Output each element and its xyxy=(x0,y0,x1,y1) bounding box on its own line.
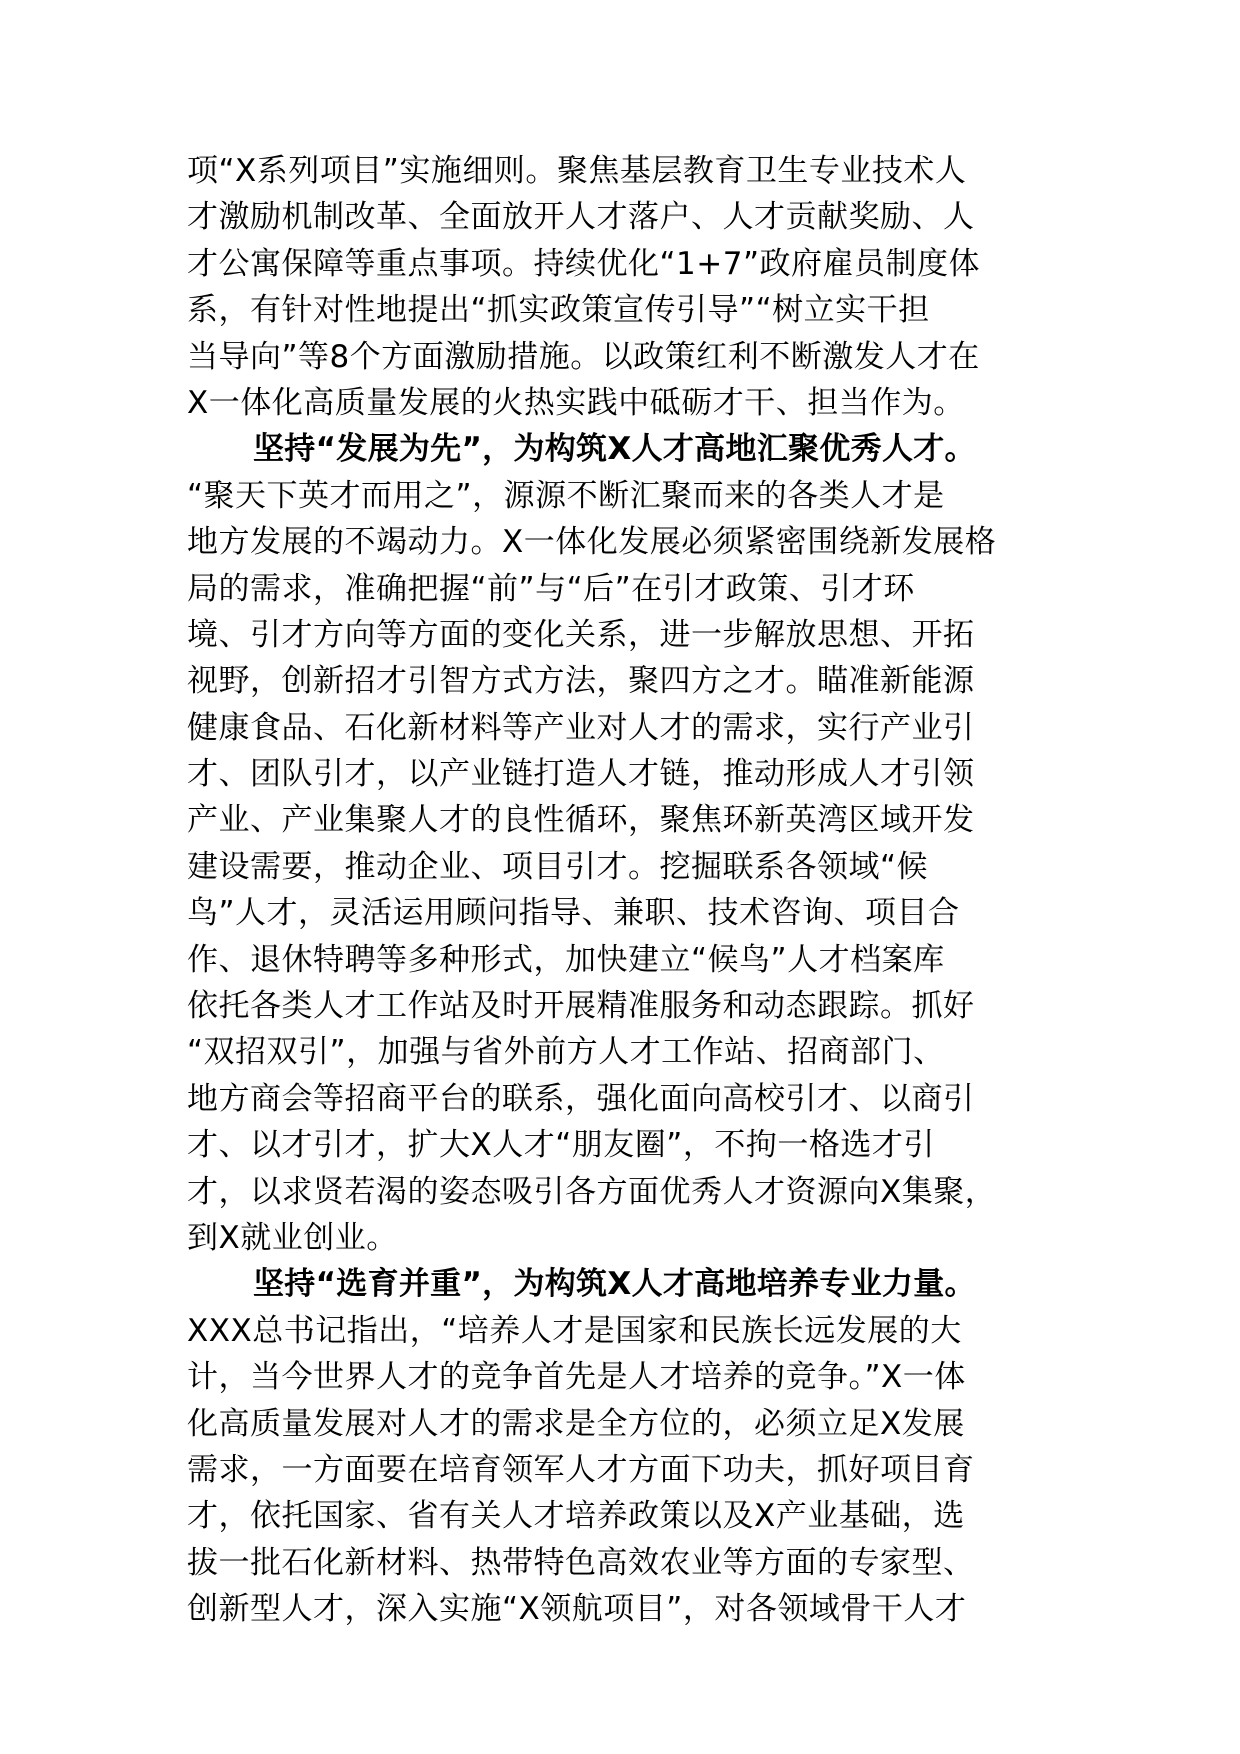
paragraph-line: 鸟”人才，灵活运用顾问指导、兼职、技术咨询、项目合 xyxy=(187,895,960,932)
paragraph-line: 建设需要，推动企业、项目引才。挖掘联系各领域“候 xyxy=(187,848,929,885)
paragraph-line: 依托各类人才工作站及时开展精准服务和动态跟踪。抓好 xyxy=(187,988,975,1025)
paragraph-line: 局的需求，准确把握“前”与“后”在引才政策、引才环 xyxy=(187,570,915,607)
document-body xyxy=(187,148,1067,1633)
paragraph-line: XXX总书记指出，“培养人才是国家和民族长远发展的大 xyxy=(187,1312,962,1349)
paragraph-line: 视野，创新招才引智方式方法，聚四方之才。瞄准新能源 xyxy=(187,663,975,700)
paragraph-line: 化高质量发展对人才的需求是全方位的，必须立足X发展 xyxy=(187,1405,965,1442)
paragraph-line: 境、引才方向等方面的变化关系，进一步解放思想、开拓 xyxy=(187,616,975,653)
section-heading: 坚持“发展为先”，为构筑X人才高地汇聚优秀人才。 xyxy=(253,431,976,468)
paragraph-line: 创新型人才，深入实施“X领航项目”，对各领域骨干人才 xyxy=(187,1591,967,1628)
paragraph-line: “双招双引”，加强与省外前方人才工作站、招商部门、 xyxy=(187,1034,945,1071)
paragraph-line: 才，以求贤若渴的姿态吸引各方面优秀人才资源向X集聚， xyxy=(187,1173,997,1210)
paragraph-line: 才、团队引才，以产业链打造人才链，推动形成人才引领 xyxy=(187,756,975,793)
section-heading: 坚持“选育并重”，为构筑X人才高地培养专业力量。 xyxy=(253,1266,976,1303)
paragraph-line: 才、以才引才，扩大X人才“朋友圈”，不拘一格选才引 xyxy=(187,1127,935,1164)
paragraph-line: 系，有针对性地提出“抓实政策宣传引导”“树立实干担 xyxy=(187,292,930,329)
paragraph-line: 产业、产业集聚人才的良性循环，聚焦环新英湾区域开发 xyxy=(187,802,975,839)
paragraph-line: 项“X系列项目”实施细则。聚焦基层教育卫生专业技术人 xyxy=(187,153,967,189)
paragraph-line: 才公寓保障等重点事项。持续优化“1+7”政府雇员制度体 xyxy=(187,245,981,282)
paragraph-line: X一体化高质量发展的火热实践中砥砺才干、担当作为。 xyxy=(187,384,965,421)
paragraph-line: 到X就业创业。 xyxy=(187,1219,398,1256)
paragraph-line: 地方发展的不竭动力。X一体化发展必须紧密围绕新发展格 xyxy=(187,524,997,561)
paragraph-line: 健康食品、石化新材料等产业对人才的需求，实行产业引 xyxy=(187,709,975,746)
paragraph-line: 当导向”等8个方面激励措施。以政策红利不断激发人才在 xyxy=(187,338,980,375)
paragraph-line: 才，依托国家、省有关人才培养政策以及X产业基础，选 xyxy=(187,1498,965,1535)
paragraph-line: “聚天下英才而用之”，源源不断汇聚而来的各类人才是 xyxy=(187,477,945,514)
paragraph-line: 计，当今世界人才的竞争首先是人才培养的竞争。”X一体 xyxy=(187,1359,966,1396)
paragraph-line: 拔一批石化新材料、热带特色高效农业等方面的专家型、 xyxy=(187,1544,975,1581)
paragraph-line: 才激励机制改革、全面放开人才落户、人才贡献奖励、人 xyxy=(187,199,975,236)
paragraph-line: 作、退休特聘等多种形式，加快建立“候鸟”人才档案库 xyxy=(187,941,945,978)
paragraph-line: 地方商会等招商平台的联系，强化面向高校引才、以商引 xyxy=(187,1080,975,1117)
paragraph-line: 需求，一方面要在培育领军人才方面下功夫，抓好项目育 xyxy=(187,1451,975,1488)
